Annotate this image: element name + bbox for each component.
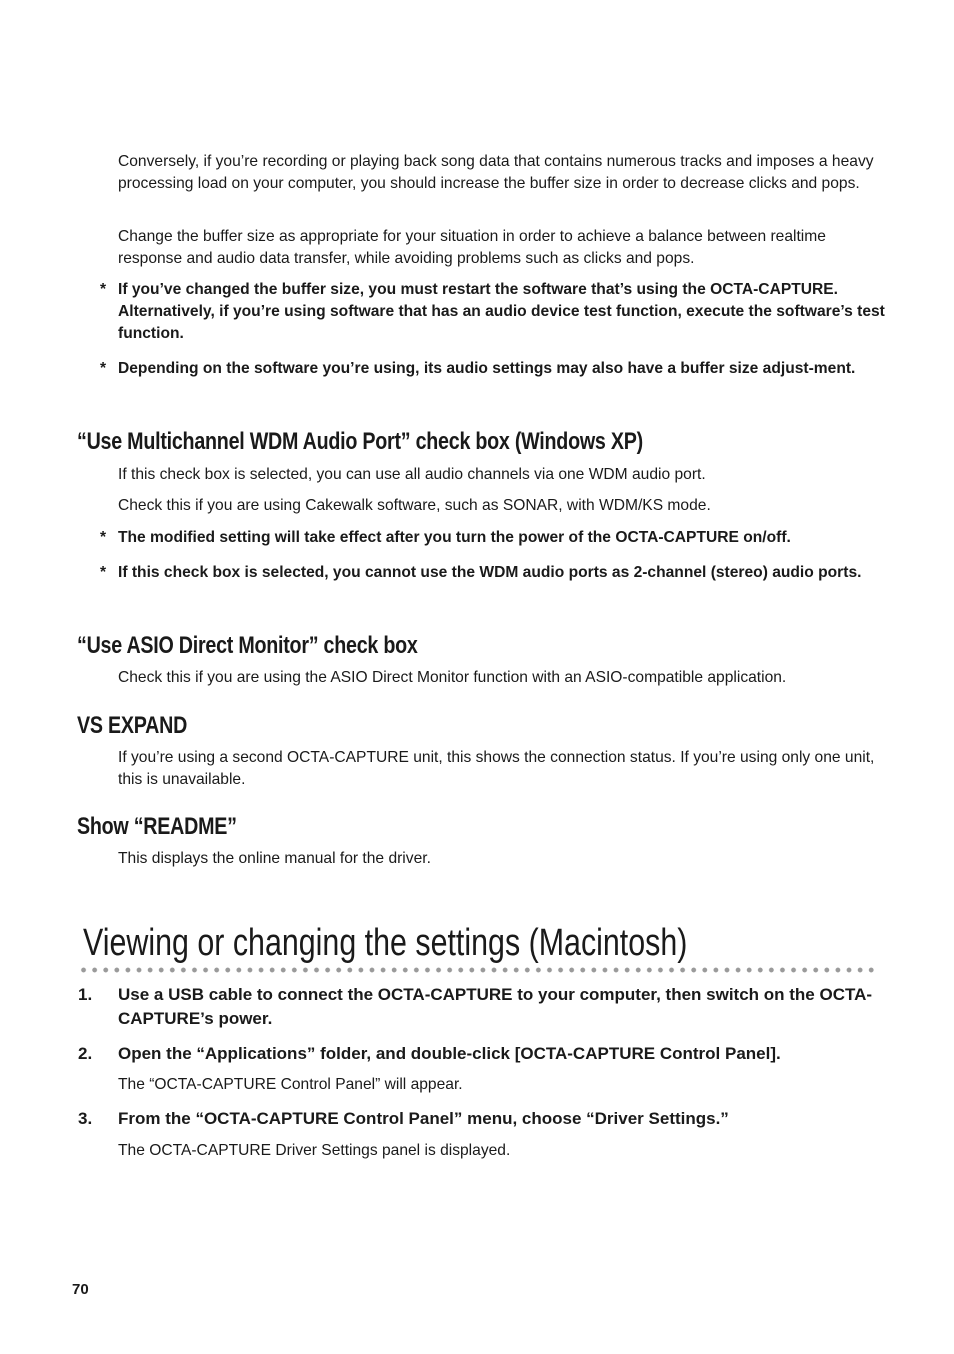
section-title-macintosh: Viewing or changing the settings (Macintosh) (83, 922, 688, 964)
step-text-2: Open the “Applications” folder, and double-click [OCTA-CAPTURE Control Panel]. (118, 1044, 781, 1063)
note-restart-software: If you’ve changed the buffer size, you must restart the software that’s using the OCTA-CAPTURE. Alternatively, if you’re using software that has an audio device test function, execute the software’s test function. (118, 281, 885, 342)
note-marker: * (100, 564, 107, 581)
paragraph-buffer-increase: Conversely, if you’re recording or playing back song data that contains numerous tracks and imposes a heavy processing load on your computer, you should increase the buffer size in order to decrease clicks and pops. (118, 153, 874, 192)
step-number-1: 1. (78, 985, 93, 1004)
paragraph-vs-expand: If you’re using a second OCTA-CAPTURE unit, this shows the connection status. If you’re using only one unit, this is unavailable. (118, 749, 875, 788)
note-wdm-power: The modified setting will take effect after you turn the power of the OCTA-CAPTURE on/off. (118, 529, 791, 546)
step-number-3: 3. (78, 1109, 93, 1128)
paragraph-asio: Check this if you are using the ASIO Direct Monitor function with an ASIO-compatible application. (118, 669, 787, 686)
paragraph-wdm-1: If this check box is selected, you can use all audio channels via one WDM audio port. (118, 466, 706, 483)
page-number: 70 (72, 1281, 89, 1298)
note-marker: * (100, 529, 107, 546)
dotted-rule (78, 967, 878, 973)
paragraph-wdm-2: Check this if you are using Cakewalk software, such as SONAR, with WDM/KS mode. (118, 497, 711, 514)
note-wdm-stereo: If this check box is selected, you cannot use the WDM audio ports as 2-channel (stereo) audio ports. (118, 564, 862, 581)
step-number-2: 2. (78, 1044, 93, 1063)
step-result-2: The “OCTA-CAPTURE Control Panel” will appear. (118, 1076, 463, 1093)
note-marker: * (100, 360, 107, 377)
paragraph-readme: This displays the online manual for the driver. (118, 850, 431, 867)
step-result-3: The OCTA-CAPTURE Driver Settings panel is displayed. (118, 1142, 511, 1159)
heading-asio-direct-monitor: “Use ASIO Direct Monitor” check box (77, 632, 418, 659)
note-software-buffer: Depending on the software you’re using, its audio settings may also have a buffer size adjust-ment. (118, 360, 856, 377)
heading-vs-expand: VS EXPAND (77, 712, 188, 739)
note-marker: * (100, 281, 107, 298)
step-text-1: Use a USB cable to connect the OCTA-CAPTURE to your computer, then switch on the OCTA-CAPTURE’s power. (118, 985, 873, 1028)
step-text-3: From the “OCTA-CAPTURE Control Panel” menu, choose “Driver Settings.” (118, 1109, 729, 1128)
heading-show-readme: Show “README” (77, 813, 237, 840)
heading-wdm-audio-port: “Use Multichannel WDM Audio Port” check box (Windows XP) (77, 428, 643, 455)
paragraph-buffer-balance: Change the buffer size as appropriate for your situation in order to achieve a balance between realtime response and audio data transfer, while avoiding problems such as clicks and pops. (118, 228, 826, 267)
